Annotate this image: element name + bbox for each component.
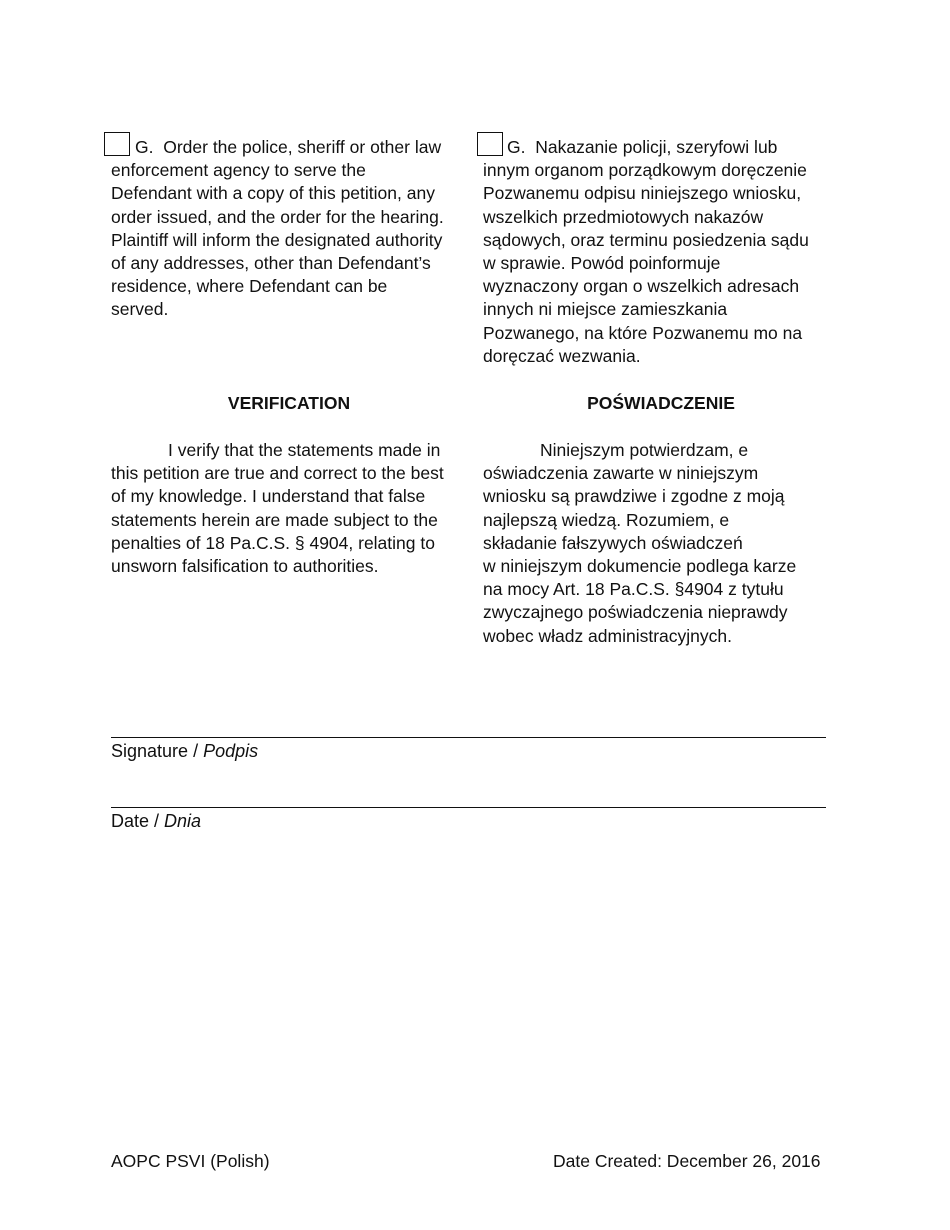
item-g-first-line-en: G. Order the police, sheriff or other law xyxy=(135,137,442,157)
verification-heading-en: VERIFICATION xyxy=(227,393,351,413)
item-g-marker-pl: G. xyxy=(507,137,526,157)
signature-label: Signature / Podpis xyxy=(111,741,259,761)
date-label: Date / Dnia xyxy=(111,811,202,831)
item-g-marker-en: G. xyxy=(135,137,154,157)
footer-form-id: AOPC PSVI (Polish) xyxy=(111,1151,270,1171)
footer-date-created: Date Created: December 26, 2016 xyxy=(553,1151,821,1171)
verification-text-pl: Niniejszym potwierdzam, e oświadczenia zawarte w niniejszym wniosku są prawdziwe i zgodne z moją najlepszą wiedzą. Rozumiem, e składanie fałszywych oświadczeń w niniejszym dokumencie podlega karze na mocy Art. 18 Pa.C.S. §4904 z tytułu zwyczajnego poświadczenia nieprawdy wobec władz administracyjnych. xyxy=(483,440,797,646)
item-g-text-en: G. Order the police, sheriff or other law enforcement agency to serve the Defendant with a copy of this petition, any order issued, and the order for the hearing. Plaintiff will inform the designated authority of any addresses, other than Defendant’s residence, where Defendant can be served. xyxy=(111,136,471,322)
signature-line[interactable] xyxy=(111,737,826,738)
date-line[interactable] xyxy=(111,807,826,808)
item-g-first-line-pl: G. Nakazanie policji, szeryfowi lub xyxy=(507,137,778,157)
verification-text-en: I verify that the statements made in this petition are true and correct to the best of my knowledge. I understand that false statements herein are made subject to the penalties of 18 Pa.C.S. § 4904, relating to unsworn falsification to authorities. xyxy=(111,440,444,577)
verification-heading-pl: POŚWIADCZENIE xyxy=(587,393,735,413)
item-g-text-pl: G. Nakazanie policji, szeryfowi lub innym organom porządkowym doręczenie Pozwanemu odpisu niniejszego wniosku, wszelkich przedmiotowych nakazów sądowych, oraz terminu posiedzenia sądu w sprawie. Powód poinformuje wyznaczony organ o wszelkich adresach innych ni miejsce zamieszkania Pozwanego, na które Pozwanemu mo na doręczać wezwania. xyxy=(483,136,843,368)
